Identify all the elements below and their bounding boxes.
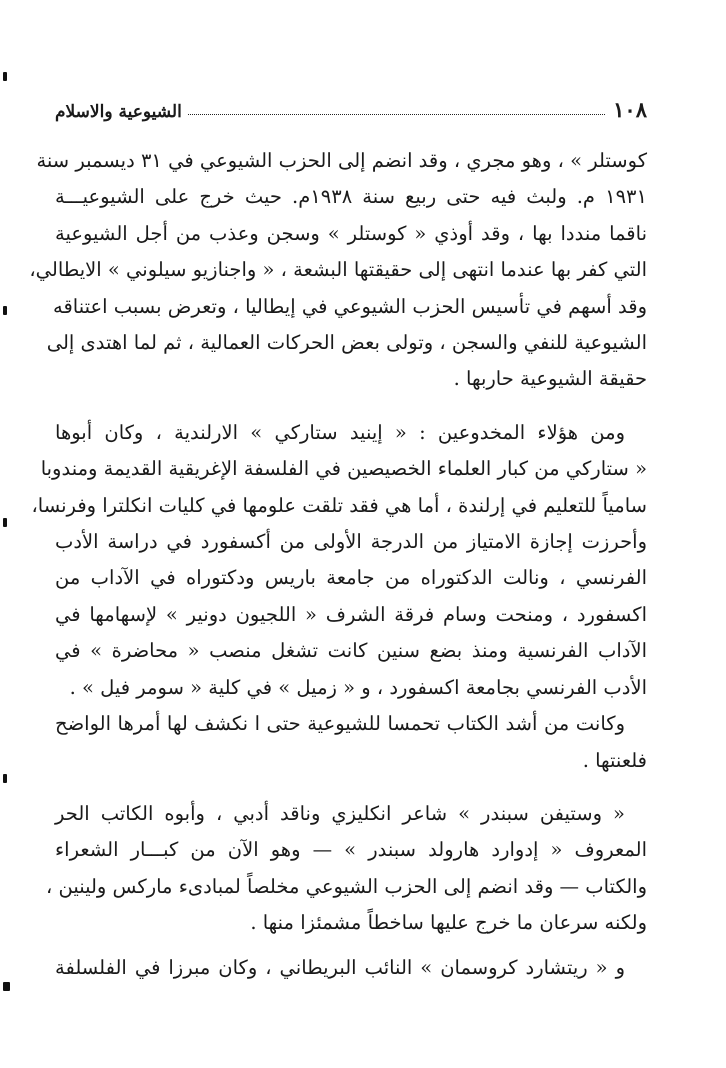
text-line: المعروف « إدوارد هارولد سبندر » — وهو الآن من كبـــار الشعراء [55,838,647,862]
page-header [55,92,647,122]
text-line: ولكنه سرعان ما خرج عليها ساخطاً مشمئزا منها . [250,911,647,935]
text-line: ناقما منددا بها ، وقد أوذي « كوستلر » وسجن وعذب من أجل الشيوعية [55,221,647,245]
text-line: سامياً للتعليم في إرلندة ، أما هي فقد تلقت علومها في كليات انكلترا وفرنسا، [31,493,647,517]
text-line: حقيقة الشيوعية حاربها . [453,367,647,391]
text-line: « وستيفن سبندر » شاعر انكليزي وناقد أدبي ، وأبوه الكاتب الحر [55,801,625,825]
paragraph [31,415,647,706]
margin-mark [3,72,7,81]
text-line: الأدب الفرنسي بجامعة اكسفورد ، و « زميل » في كلية « سومر فيل » . [69,675,647,699]
text-line: الآداب الفرنسية ومنذ بضع سنين كانت تشغل منصب « محاضرة » في [55,639,647,663]
paragraph [46,796,647,942]
margin-mark [3,306,7,315]
text-line: وقد أسهم في تأسيس الحزب الشيوعي في إيطاليا ، وتعرض بسبب اعتناقه [53,294,647,318]
text-line: ومن هؤلاء المخدوعين : « إينيد ستاركي » الارلندية ، وكان أبوها [55,420,625,444]
text-line: الشيوعية للنفي والسجن ، وتولى بعض الحركات العمالية ، ثم لما اهتدى إلى [46,331,647,355]
text-line: و « ريتشارد كروسمان » النائب البريطاني ، وكان مبرزا في الفلسلفة [55,955,625,979]
text-line: والكتاب — وقد انضم إلى الحزب الشيوعي مخلصاً لمبادىء ماركس ولينين ، [46,874,647,898]
running-title: الشيوعية والاسلام [55,102,182,122]
text-line: الفرنسي ، ونالت الدكتوراه من جامعة باريس ودكتوراه في الآداب من [55,566,647,590]
text-line: وأحرزت إجازة الامتياز من الدرجة الأولى من أكسفورد في دراسة الأدب [55,530,647,554]
page-number: ١٠٨ [613,97,647,122]
margin-mark [3,982,10,991]
dotted-leader [188,114,605,115]
text-line: فلعنتها . [582,748,647,772]
paragraph [55,706,647,779]
text-line: وكانت من أشد الكتاب تحمسا للشيوعية حتى ا نكشف لها أمرها الواضح [55,712,625,736]
text-line: التي كفر بها عندما انتهى إلى حقيقتها البشعة ، « واجنازيو سيلوني » الايطالي، [29,258,647,282]
text-line: اكسفورد ، ومنحت وسام فرقة الشرف « اللجيون دونير » لإسهامها في [55,602,647,626]
text-line: « ستاركي من كبار العلماء الخصيصين في الفلسفة الإغريقية القديمة ومندوبا [40,457,647,481]
text-line: ١٩٣١ م. ولبث فيه حتى ربيع سنة ١٩٣٨م. حيث خرج على الشيوعيـــة [55,185,647,209]
margin-mark [3,518,7,527]
paragraph [29,143,647,398]
paragraph [55,950,647,986]
body-text [29,143,647,986]
margin-mark [3,774,7,783]
text-line: كوستلر » ، وهو مجري ، وقد انضم إلى الحزب الشيوعي في ٣١ ديسمبر سنة [36,149,647,172]
